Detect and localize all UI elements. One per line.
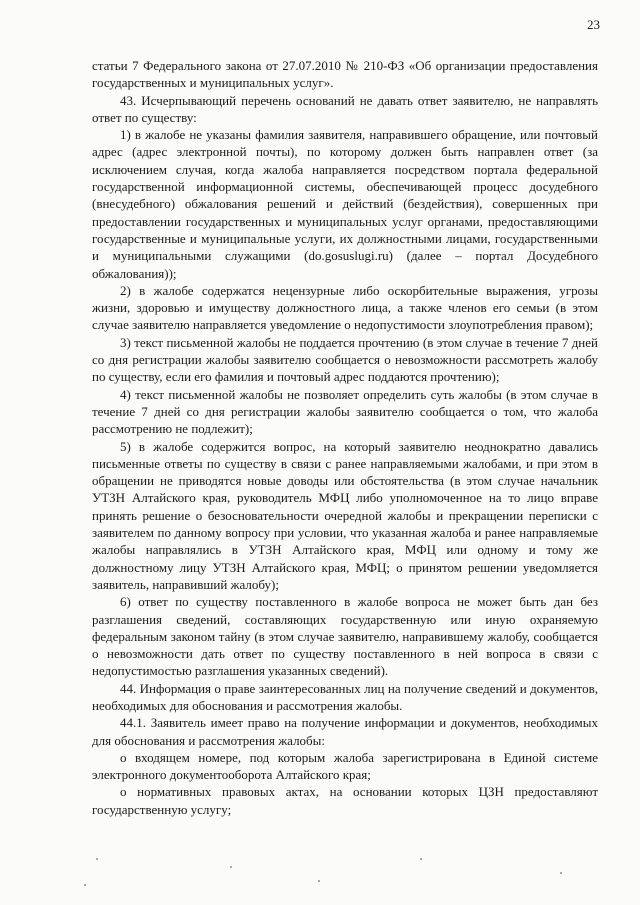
paragraph-43: 43. Исчерпывающий перечень оснований не давать ответ заявителю, не направлять ответ по существу:: [92, 92, 598, 125]
list-item-43-4: 4) текст письменной жалобы не позволяет определить суть жалобы (в этом случае в течение 7 дней со дня регистрации жалобы заявителю сообщается о том, что жалоба рассмотрению не подлежит);: [92, 386, 598, 437]
list-item-43-1: 1) в жалобе не указаны фамилия заявителя, направившего обращение, или почтовый адрес (адрес электронной почты), по которому должен быть направлен ответ (за исключением случая, когда жалоба направляется посредством портала федеральной государственной информационной системы, обеспечивающей процесс досудебного (внесудебного) обжалования решений и действий (бездействия), совершенных при предоставлении государственных и муниципальных услуг органами, предоставляющими государственные и муниципальные услуги, их должностными лицами, государственными и муниципальными служащими (do.gosuslugi.ru) (далее – портал Досудебного обжалования));: [92, 127, 598, 281]
list-item-44-1-incoming-number: о входящем номере, под которым жалоба зарегистрирована в Единой системе электронного документооборота Алтайского края;: [92, 749, 598, 783]
list-item-43-6: 6) ответ по существу поставленного в жалобе вопроса не может быть дан без разглашения сведений, составляющих государственную или иную охраняемую федеральным законом тайну (в этом случае заявителю, направившему жалобу, сообщается о невозможности дать ответ по существу поставленного в ней вопроса в связи с недопустимостью разглашения указанных сведений).: [92, 594, 598, 679]
list-item-44-1-normative-acts: о нормативных правовых актах, на основании которых ЦЗН предоставляют государственную услугу;: [92, 784, 598, 817]
list-item-43-3: 3) текст письменной жалобы не поддается прочтению (в этом случае в течение 7 дней со дня регистрации жалобы заявителю сообщается о невозможности рассмотреть жалобу по существу, если его фамилия и почтовый адрес поддаются прочтению);: [92, 334, 598, 385]
list-item-43-5: 5) в жалобе содержится вопрос, на который заявителю неоднократно давались письменные ответы по существу в связи с ранее направляемыми жалобами, и при этом в обращении не приводятся новые доводы или обстоятельства (в этом случае начальник УТЗН Алтайского края, руководитель МФЦ либо уполномоченное на то лицо вправе принять решение о безосновательности очередной жалобы и прекращении переписки с заявителем по данному вопросу при условии, что указанная жалоба и ранее направляемые жалобы направлялись в УТЗН Алтайского края, МФЦ или одному и тому же должностному лицу УТЗН Алтайского края, МФЦ; о принятом решении уведомляется заявитель, направивший жалобу);: [92, 438, 598, 592]
page-number: 23: [587, 17, 600, 32]
list-item-43-2: 2) в жалобе содержатся нецензурные либо оскорбительные выражения, угрозы жизни, здоровью и имуществу должностного лица, а также членов его семьи (в этом случае заявителю направляется уведомление о недопустимости злоупотребления правом);: [92, 282, 598, 333]
paragraph-44-1: 44.1. Заявитель имеет право на получение информации и документов, необходимых для обоснования и рассмотрения жалобы:: [92, 715, 598, 748]
paragraph-44: 44. Информация о праве заинтересованных лиц на получение сведений и документов, необходимых для обоснования и рассмотрения жалобы.: [92, 680, 598, 713]
document-body: [92, 57, 598, 818]
paragraph-intro: статьи 7 Федерального закона от 27.07.2010 № 210-ФЗ «Об организации предоставления государственных и муниципальных услуг».: [92, 58, 598, 91]
